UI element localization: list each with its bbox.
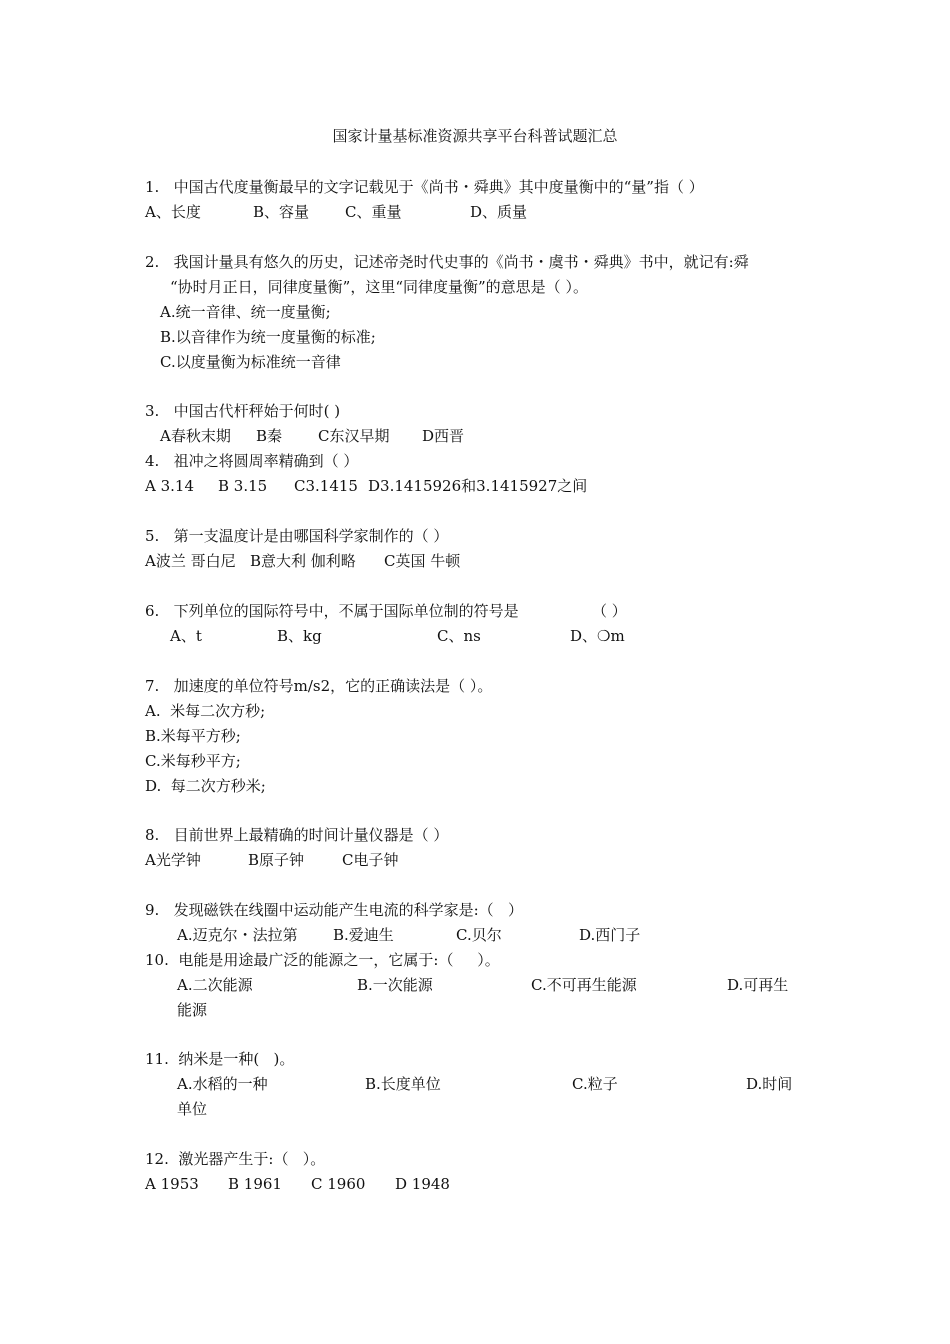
question-9-option-a: A.迈克尔・法拉第	[177, 926, 298, 944]
question-2-stem: 2. 我国计量具有悠久的历史，记述帝尧时代史事的《尚书・虞书・舜典》书中，就记有:舜	[145, 253, 749, 271]
question-10-stem: 10. 电能是用途最广泛的能源之一，它属于:（ ）。	[145, 951, 500, 969]
question-1-stem: 1. 中国古代度量衡最早的文字记载见于《尚书・舜典》其中度量衡中的“量”指（ ）	[145, 178, 704, 196]
question-9-stem: 9. 发现磁铁在线圈中运动能产生电流的科学家是:（ ）	[145, 901, 523, 919]
question-3-option-d: D西晋	[422, 427, 465, 445]
question-2-option-b: B.以音律作为统一度量衡的标准;	[160, 328, 376, 346]
question-6-stem: 6. 下列单位的国际符号中，不属于国际单位制的符号是	[145, 602, 519, 620]
question-6-option-d: D、❍m	[570, 627, 625, 645]
question-11-option-d: D.时间	[746, 1075, 793, 1093]
question-7-option-a: A. 米每二次方秒;	[145, 702, 266, 720]
question-10-option-d: D.可再生	[727, 976, 789, 994]
question-8-option-c: C电子钟	[342, 851, 399, 869]
question-1-option-c: C、重量	[345, 203, 402, 221]
question-5-option-c: C英国 牛顿	[384, 552, 461, 570]
question-2-option-c: C.以度量衡为标准统一音律	[160, 353, 341, 371]
question-11-option-a: A.水稻的一种	[177, 1075, 268, 1093]
question-11-option-d-wrap: 单位	[177, 1100, 208, 1118]
question-7-option-b: B.米每平方秒;	[145, 727, 241, 745]
question-4-option-d: D3.1415926和3.1415927之间	[368, 477, 588, 495]
question-3-stem: 3. 中国古代杆秤始于何时( )	[145, 402, 341, 420]
question-5-stem: 5. 第一支温度计是由哪国科学家制作的（ ）	[145, 527, 449, 545]
question-7-option-d: D. 每二次方秒米;	[145, 777, 266, 795]
question-6-option-b: B、kg	[277, 627, 322, 645]
question-8-option-b: B原子钟	[248, 851, 305, 869]
question-4-option-a: A 3.14	[145, 477, 194, 495]
question-1-option-a: A、长度	[145, 203, 201, 221]
question-10-option-c: C.不可再生能源	[531, 976, 637, 994]
question-1-option-b: B、容量	[253, 203, 310, 221]
question-11-option-c: C.粒子	[572, 1075, 618, 1093]
question-6-option-c: C、ns	[437, 627, 481, 645]
question-10-option-a: A.二次能源	[177, 976, 253, 994]
question-6-option-a: A、t	[170, 627, 202, 645]
question-2-stem-continued: “协时月正日，同律度量衡”，这里“同律度量衡”的意思是（ ）。	[170, 278, 588, 296]
question-10-option-d-wrap: 能源	[177, 1001, 208, 1019]
question-3-option-a: A春秋末期	[160, 427, 231, 445]
question-3-option-b: B秦	[256, 427, 283, 445]
question-11-stem: 11. 纳米是一种( )。	[145, 1050, 295, 1068]
question-12-option-b: B 1961	[228, 1175, 282, 1193]
question-8-stem: 8. 目前世界上最精确的时间计量仪器是（ ）	[145, 826, 449, 844]
question-4-option-b: B 3.15	[218, 477, 268, 495]
question-7-stem: 7. 加速度的单位符号m/s2，它的正确读法是（ ）。	[145, 677, 493, 695]
question-2-option-a: A.统一音律、统一度量衡;	[160, 303, 331, 321]
question-5-option-b: B意大利 伽利略	[250, 552, 356, 570]
question-12-stem: 12. 激光器产生于:（ ）。	[145, 1150, 326, 1168]
document-title: 国家计量基标准资源共享平台科普试题汇总	[332, 127, 618, 145]
question-11-option-b: B.长度单位	[365, 1075, 441, 1093]
question-12-option-d: D 1948	[395, 1175, 450, 1193]
question-9-option-c: C.贝尔	[456, 926, 502, 944]
question-4-option-c: C3.1415	[294, 477, 358, 495]
question-1-option-d: D、质量	[470, 203, 528, 221]
question-12-option-a: A 1953	[145, 1175, 199, 1193]
question-12-option-c: C 1960	[311, 1175, 366, 1193]
question-6-answer-blank: （ ）	[592, 602, 627, 620]
question-5-option-a: A波兰 哥白尼	[145, 552, 236, 570]
question-9-option-b: B.爱迪生	[333, 926, 394, 944]
question-10-option-b: B.一次能源	[357, 976, 433, 994]
question-9-option-d: D.西门子	[579, 926, 641, 944]
question-8-option-a: A光学钟	[145, 851, 201, 869]
question-7-option-c: C.米每秒平方;	[145, 752, 241, 770]
question-3-option-c: C东汉早期	[318, 427, 390, 445]
question-4-stem: 4. 祖冲之将圆周率精确到（ ）	[145, 452, 359, 470]
